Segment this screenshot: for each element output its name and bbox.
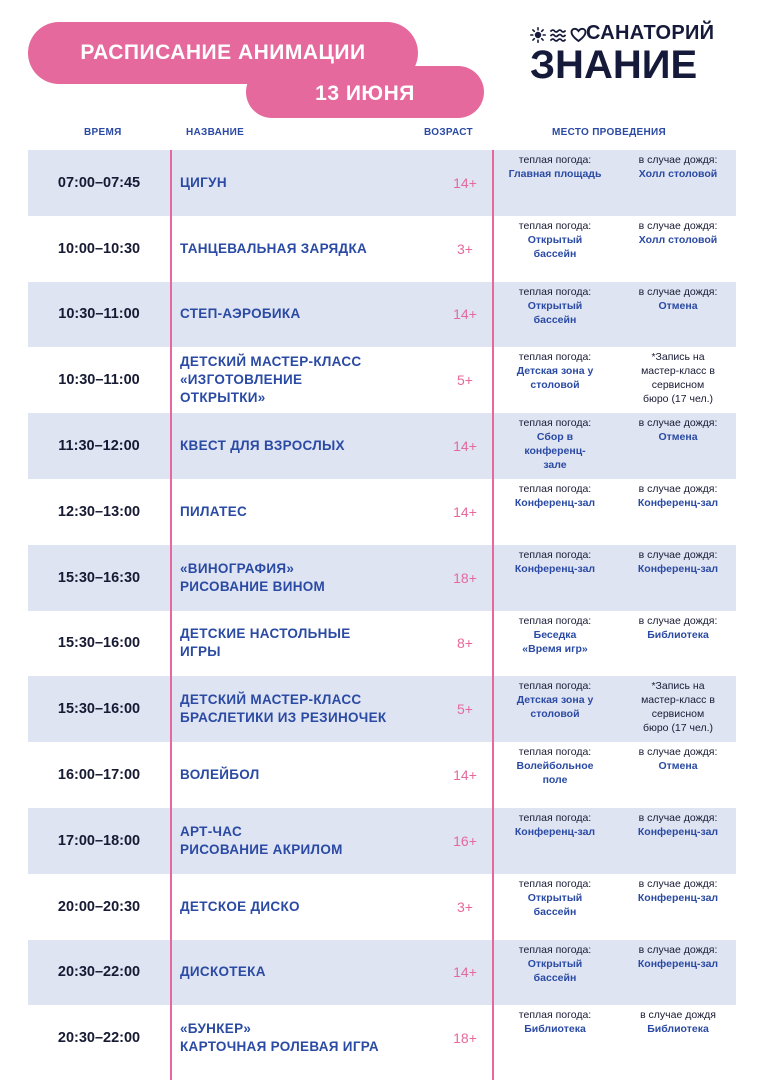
warm-label: теплая погода: <box>518 219 592 232</box>
rain-label: в случае дождя: <box>638 285 718 298</box>
sanatorium-logo <box>530 22 730 87</box>
row-age: 8+ <box>457 635 473 652</box>
row-activity-name: «ВИНОГРАФИЯ» РИСОВАНИЕ ВИНОМ <box>180 560 326 594</box>
table-row <box>28 676 736 742</box>
row-time: 07:00–07:45 <box>57 174 141 191</box>
column-header-time: ВРЕМЯ <box>84 127 122 138</box>
row-warm-weather-place <box>498 416 612 472</box>
row-warm-weather-place <box>498 285 612 327</box>
row-rain-place <box>622 745 734 773</box>
warm-value: Главная площадь <box>508 168 602 180</box>
table-row <box>28 150 736 216</box>
warm-label: теплая погода: <box>518 351 592 364</box>
table-row <box>28 216 736 282</box>
warm-label: теплая погода: <box>518 614 592 627</box>
warm-value: Открытый бассейн <box>527 233 583 260</box>
row-age: 18+ <box>453 1030 477 1047</box>
row-warm-weather-place <box>498 219 612 261</box>
warm-value: Открытый бассейн <box>527 957 583 984</box>
warm-value: Беседка «Время игр» <box>522 628 588 655</box>
rain-value: Конференц-зал <box>637 562 719 575</box>
row-activity-name: ДИСКОТЕКА <box>180 964 266 980</box>
rain-value: Конференц-зал <box>637 496 719 509</box>
row-rain-place <box>622 482 734 510</box>
table-row <box>28 611 736 677</box>
rain-value: Конференц-зал <box>637 957 719 970</box>
table-row <box>28 479 736 545</box>
row-time: 10:00–10:30 <box>57 240 141 257</box>
warm-label: теплая погода: <box>518 285 592 298</box>
row-time: 17:00–18:00 <box>57 832 141 849</box>
row-age: 16+ <box>453 832 477 849</box>
warm-value: Волейбольное поле <box>516 760 594 787</box>
row-rain-place <box>622 614 734 642</box>
row-activity-name: ДЕТСКОЕ ДИСКО <box>180 898 300 914</box>
row-time: 12:30–13:00 <box>57 503 141 520</box>
heart-icon <box>570 27 587 43</box>
row-time: 15:30–16:00 <box>57 635 141 652</box>
row-rain-place <box>622 416 734 444</box>
warm-label: теплая погода: <box>518 943 592 956</box>
row-rain-place <box>622 548 734 576</box>
row-age: 3+ <box>457 240 473 257</box>
table-row <box>28 413 736 479</box>
row-age: 14+ <box>453 174 477 191</box>
warm-value: Детская зона у столовой <box>516 694 594 721</box>
warm-label: теплая погода: <box>518 1009 592 1022</box>
warm-value: Конференц-зал <box>514 825 596 838</box>
rain-value: Отмена <box>658 760 698 773</box>
row-time: 20:30–22:00 <box>57 964 141 981</box>
row-activity-name: ВОЛЕЙБОЛ <box>180 767 260 783</box>
row-warm-weather-place <box>498 943 612 985</box>
row-warm-weather-place <box>498 350 612 392</box>
table-row <box>28 940 736 1006</box>
warm-value: Библиотека <box>524 1023 586 1036</box>
row-warm-weather-place <box>498 482 612 510</box>
rain-value: Конференц-зал <box>637 891 719 904</box>
warm-label: теплая погода: <box>518 680 592 693</box>
row-activity-name: ТАНЦЕВАЛЬНАЯ ЗАРЯДКА <box>180 240 368 256</box>
table-row <box>28 874 736 940</box>
row-age: 3+ <box>457 898 473 915</box>
warm-value: Детская зона у столовой <box>516 365 594 392</box>
rain-label: в случае дождя: <box>638 154 718 166</box>
rain-label: в случае дождя: <box>638 614 718 627</box>
row-age: 14+ <box>453 306 477 323</box>
row-time: 20:30–22:00 <box>57 1030 141 1047</box>
warm-value: Открытый бассейн <box>527 891 583 918</box>
table-row <box>28 808 736 874</box>
row-time: 11:30–12:00 <box>58 438 140 455</box>
row-time: 10:30–11:00 <box>58 372 140 389</box>
rain-label: в случае дождя: <box>638 746 718 759</box>
warm-value: Конференц-зал <box>514 562 596 575</box>
row-rain-place <box>622 943 734 971</box>
warm-label: теплая погода: <box>518 548 592 561</box>
column-divider <box>492 150 494 1080</box>
page-title: РАСПИСАНИЕ АНИМАЦИИ <box>80 41 366 64</box>
registration-note: *Запись на мастер-класс в сервисном бюро (17 чел.) <box>641 351 715 406</box>
logo-caption: САНАТОРИЙ <box>586 22 715 44</box>
row-age: 14+ <box>453 503 477 520</box>
rain-value: Холл столовой <box>638 168 718 180</box>
logo-icons <box>530 25 587 45</box>
warm-value: Открытый бассейн <box>527 299 583 326</box>
rain-label: в случае дождя <box>640 1009 716 1022</box>
row-warm-weather-place <box>498 811 612 839</box>
row-rain-place <box>622 811 734 839</box>
warm-label: теплая погода: <box>518 154 592 166</box>
rain-label: в случае дождя: <box>638 548 718 561</box>
row-warm-weather-place <box>498 153 612 181</box>
table-row <box>28 1005 736 1071</box>
row-warm-weather-place <box>498 614 612 656</box>
row-age: 14+ <box>453 767 477 784</box>
row-activity-name: КВЕСТ ДЛЯ ВЗРОСЛЫХ <box>180 438 345 454</box>
row-time: 10:30–11:00 <box>58 306 140 323</box>
rain-label: в случае дождя: <box>638 219 718 232</box>
table-row <box>28 742 736 808</box>
warm-label: теплая погода: <box>518 417 592 430</box>
row-warm-weather-place <box>498 1008 612 1036</box>
table-row <box>28 347 736 413</box>
waves-icon <box>550 27 566 43</box>
row-warm-weather-place <box>498 548 612 576</box>
row-activity-name: ПИЛАТЕС <box>180 503 248 519</box>
warm-label: теплая погода: <box>518 877 592 890</box>
row-rain-place <box>622 219 734 247</box>
row-activity-name: ДЕТСКИЙ МАСТЕР-КЛАСС «ИЗГОТОВЛЕНИЕ ОТКРЫТКИ» <box>180 354 362 406</box>
row-rain-place <box>622 877 734 905</box>
warm-label: теплая погода: <box>518 746 592 759</box>
row-warm-weather-place <box>498 877 612 919</box>
row-activity-name: ДЕТСКИЕ НАСТОЛЬНЫЕ ИГРЫ <box>180 626 351 660</box>
column-header-place: МЕСТО ПРОВЕДЕНИЯ <box>552 127 666 138</box>
rain-value: Библиотека <box>647 1023 709 1036</box>
rain-label: в случае дождя: <box>638 417 718 430</box>
row-activity-name: ЦИГУН <box>180 174 227 190</box>
schedule-table <box>28 150 736 1071</box>
row-age: 18+ <box>453 569 477 586</box>
rain-label: в случае дождя: <box>638 877 718 890</box>
row-rain-place <box>622 679 734 735</box>
row-age: 14+ <box>453 964 477 981</box>
rain-label: в случае дождя: <box>638 482 718 495</box>
column-divider <box>170 150 172 1080</box>
row-age: 14+ <box>453 438 477 455</box>
row-warm-weather-place <box>498 745 612 787</box>
row-time: 15:30–16:30 <box>57 569 141 586</box>
rain-value: Библиотека <box>647 628 709 641</box>
table-row <box>28 545 736 611</box>
row-rain-place <box>622 153 734 181</box>
warm-value: Сбор в конференц- зале <box>524 431 586 472</box>
page-date: 13 ИЮНЯ <box>315 82 415 105</box>
row-activity-name: «БУНКЕР» КАРТОЧНАЯ РОЛЕВАЯ ИГРА <box>180 1021 379 1055</box>
row-time: 20:00–20:30 <box>57 898 141 915</box>
rain-label: в случае дождя: <box>638 943 718 956</box>
registration-note: *Запись на мастер-класс в сервисном бюро (17 чел.) <box>641 680 715 735</box>
warm-label: теплая погода: <box>518 482 592 495</box>
row-activity-name: АРТ-ЧАС РИСОВАНИЕ АКРИЛОМ <box>180 823 343 857</box>
row-age: 5+ <box>457 701 473 718</box>
rain-value: Конференц-зал <box>637 825 719 838</box>
row-time: 16:00–17:00 <box>57 767 141 784</box>
row-activity-name: СТЕП-АЭРОБИКА <box>180 306 301 322</box>
warm-label: теплая погода: <box>518 811 592 824</box>
column-header-name: НАЗВАНИЕ <box>186 127 245 138</box>
logo-wordmark: ЗНАНИЕ <box>530 43 698 87</box>
row-activity-name: ДЕТСКИЙ МАСТЕР-КЛАСС БРАСЛЕТИКИ ИЗ РЕЗИНОЧЕК <box>180 692 387 726</box>
table-row <box>28 282 736 348</box>
row-warm-weather-place <box>498 679 612 721</box>
sun-icon <box>530 27 546 43</box>
row-rain-place <box>622 285 734 313</box>
row-age: 5+ <box>457 372 473 389</box>
row-rain-place <box>622 1008 734 1036</box>
row-rain-place <box>622 350 734 406</box>
rain-label: в случае дождя: <box>638 811 718 824</box>
row-time: 15:30–16:00 <box>57 701 141 718</box>
warm-value: Конференц-зал <box>514 496 596 509</box>
rain-value: Отмена <box>658 431 698 444</box>
rain-value: Отмена <box>658 299 698 312</box>
rain-value: Холл столовой <box>638 233 718 246</box>
column-header-age: ВОЗРАСТ <box>424 127 473 138</box>
